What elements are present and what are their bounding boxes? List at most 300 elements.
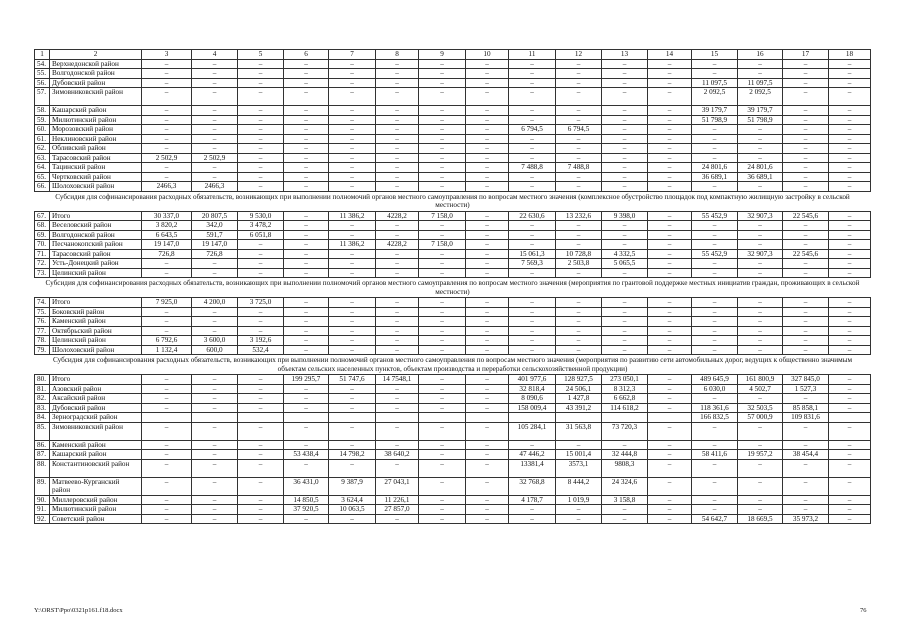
value-cell: –	[142, 450, 192, 460]
value-cell: 2 503,8	[556, 259, 602, 269]
value-cell: –	[692, 336, 738, 346]
value-cell: 58 411,6	[692, 450, 738, 460]
value-cell: –	[142, 88, 192, 106]
value-cell: 5 065,5	[602, 259, 648, 269]
value-cell: –	[284, 440, 329, 450]
value-cell: –	[509, 221, 556, 231]
value-cell: –	[556, 440, 602, 450]
value-cell: –	[284, 345, 329, 355]
table-row	[35, 514, 871, 524]
value-cell: –	[783, 163, 829, 173]
row-number: 68.	[35, 221, 50, 231]
column-number: 3	[142, 50, 192, 60]
value-cell: –	[419, 221, 466, 231]
table-row	[35, 336, 871, 346]
value-cell: –	[419, 450, 466, 460]
value-cell: 47 446,2	[509, 450, 556, 460]
value-cell: –	[466, 88, 509, 106]
value-cell: 32 818,4	[509, 384, 556, 394]
value-cell: 15 001,4	[556, 450, 602, 460]
value-cell: –	[602, 336, 648, 346]
row-number: 89.	[35, 477, 50, 495]
value-cell: –	[419, 144, 466, 154]
value-cell: –	[192, 450, 238, 460]
value-cell: –	[376, 298, 419, 308]
value-cell	[556, 413, 602, 423]
value-cell: –	[466, 422, 509, 440]
value-cell: –	[648, 345, 692, 355]
section-heading: Субсидия для софинансирования расходных обязательств, возникающих при выполнении полномочий органов местного самоуправления по вопросам местного значения (комплексное обустройство площадок под компактную жилищную застройку в сельской местности)	[55, 192, 850, 209]
value-cell: 1 132,4	[142, 345, 192, 355]
value-cell: 128 927,5	[556, 375, 602, 385]
value-cell: –	[329, 514, 376, 524]
value-cell: –	[783, 144, 829, 154]
value-cell: 726,8	[192, 249, 238, 259]
district-name: Каменский район	[50, 440, 142, 450]
value-cell: –	[419, 394, 466, 404]
value-cell: –	[142, 59, 192, 69]
value-cell: –	[284, 422, 329, 440]
value-cell: –	[466, 172, 509, 182]
value-cell: –	[692, 221, 738, 231]
value-cell: 32 907,3	[738, 211, 783, 221]
value-cell: –	[192, 307, 238, 317]
value-cell: –	[829, 495, 871, 505]
district-name: Зимовниковский район	[50, 88, 142, 106]
value-cell: –	[829, 505, 871, 515]
value-cell: –	[142, 134, 192, 144]
value-cell: –	[466, 153, 509, 163]
value-cell: –	[692, 326, 738, 336]
row-number: 72.	[35, 259, 50, 269]
value-cell: 4 178,7	[509, 495, 556, 505]
district-name: Шолоховский район	[50, 182, 142, 192]
value-cell: –	[738, 125, 783, 135]
value-cell: –	[466, 115, 509, 125]
value-cell: 22 630,6	[509, 211, 556, 221]
value-cell: –	[829, 249, 871, 259]
table-row	[35, 182, 871, 192]
district-name: Милютинский район	[50, 505, 142, 515]
value-cell: –	[142, 505, 192, 515]
value-cell: –	[829, 440, 871, 450]
value-cell: –	[738, 230, 783, 240]
value-cell: –	[238, 317, 284, 327]
value-cell: –	[783, 106, 829, 116]
table-row	[35, 495, 871, 505]
value-cell: –	[466, 230, 509, 240]
value-cell: –	[602, 59, 648, 69]
value-cell: –	[692, 422, 738, 440]
row-number: 64.	[35, 163, 50, 173]
value-cell: –	[602, 307, 648, 317]
value-cell: –	[142, 459, 192, 477]
value-cell: –	[692, 459, 738, 477]
value-cell: –	[419, 259, 466, 269]
value-cell: –	[284, 153, 329, 163]
value-cell: 11 226,1	[376, 495, 419, 505]
value-cell: –	[509, 115, 556, 125]
value-cell: 14 798,2	[329, 450, 376, 460]
district-name: Итого	[50, 211, 142, 221]
value-cell: –	[142, 69, 192, 79]
value-cell: –	[556, 230, 602, 240]
value-cell: –	[602, 172, 648, 182]
column-number: 18	[829, 50, 871, 60]
value-cell: –	[738, 477, 783, 495]
value-cell: –	[829, 211, 871, 221]
value-cell: –	[556, 182, 602, 192]
value-cell: –	[466, 440, 509, 450]
value-cell: –	[238, 78, 284, 88]
column-number: 1	[35, 50, 50, 60]
value-cell: –	[648, 326, 692, 336]
value-cell: –	[692, 144, 738, 154]
value-cell: –	[284, 394, 329, 404]
value-cell	[509, 413, 556, 423]
value-cell: 3 478,2	[238, 221, 284, 231]
value-cell: –	[692, 69, 738, 79]
table-row	[35, 403, 871, 413]
value-cell: –	[509, 134, 556, 144]
value-cell: –	[142, 307, 192, 317]
value-cell: –	[466, 211, 509, 221]
value-cell: 39 179,7	[692, 106, 738, 116]
value-cell: 4228,2	[376, 211, 419, 221]
district-name: Тарасовский район	[50, 249, 142, 259]
value-cell: –	[284, 163, 329, 173]
value-cell: 53 438,4	[284, 450, 329, 460]
value-cell: –	[602, 317, 648, 327]
district-name: Итого	[50, 375, 142, 385]
value-cell: –	[509, 345, 556, 355]
value-cell: –	[829, 450, 871, 460]
district-name: Целинский район	[50, 268, 142, 278]
value-cell: –	[738, 69, 783, 79]
column-number: 7	[329, 50, 376, 60]
document-path: Y:\ORST\Ppo\0321p161.f18.docx	[34, 607, 123, 614]
value-cell: –	[284, 384, 329, 394]
value-cell: –	[738, 336, 783, 346]
value-cell: –	[142, 106, 192, 116]
value-cell: –	[142, 125, 192, 135]
value-cell: –	[648, 307, 692, 317]
value-cell: 22 545,6	[783, 211, 829, 221]
table-row	[35, 505, 871, 515]
value-cell: –	[556, 144, 602, 154]
value-cell: –	[142, 422, 192, 440]
table-row	[35, 59, 871, 69]
value-cell: –	[329, 259, 376, 269]
value-cell: –	[509, 307, 556, 317]
value-cell: –	[556, 345, 602, 355]
value-cell: –	[829, 259, 871, 269]
value-cell: –	[466, 375, 509, 385]
value-cell: –	[238, 249, 284, 259]
value-cell: –	[829, 182, 871, 192]
value-cell: –	[466, 403, 509, 413]
value-cell: 2466,3	[142, 182, 192, 192]
value-cell: –	[192, 163, 238, 173]
table-row	[35, 307, 871, 317]
value-cell: –	[738, 153, 783, 163]
value-cell	[602, 413, 648, 423]
value-cell: 11 386,2	[329, 240, 376, 250]
value-cell: –	[783, 172, 829, 182]
value-cell: –	[648, 403, 692, 413]
value-cell: –	[738, 240, 783, 250]
value-cell: –	[329, 78, 376, 88]
value-cell: 4228,2	[376, 240, 419, 250]
value-cell: –	[192, 69, 238, 79]
table-row	[35, 240, 871, 250]
value-cell: –	[376, 115, 419, 125]
value-cell: –	[329, 384, 376, 394]
value-cell: –	[238, 144, 284, 154]
value-cell: 7 488,8	[556, 163, 602, 173]
value-cell: –	[783, 345, 829, 355]
table-row	[35, 422, 871, 440]
row-number: 83.	[35, 403, 50, 413]
value-cell: –	[556, 78, 602, 88]
value-cell: –	[238, 505, 284, 515]
value-cell: –	[238, 459, 284, 477]
value-cell: –	[238, 375, 284, 385]
value-cell: –	[556, 115, 602, 125]
value-cell: –	[829, 230, 871, 240]
value-cell: –	[142, 514, 192, 524]
value-cell: –	[466, 221, 509, 231]
value-cell: –	[419, 477, 466, 495]
value-cell: –	[509, 153, 556, 163]
value-cell: –	[238, 440, 284, 450]
value-cell: 14 850,5	[284, 495, 329, 505]
value-cell: –	[783, 495, 829, 505]
value-cell: 9 387,9	[329, 477, 376, 495]
value-cell: –	[602, 125, 648, 135]
value-cell: 161 800,9	[738, 375, 783, 385]
value-cell: 73 720,3	[602, 422, 648, 440]
column-number: 4	[192, 50, 238, 60]
district-name: Обливский район	[50, 144, 142, 154]
value-cell: –	[329, 106, 376, 116]
subsidy-table	[34, 49, 871, 524]
value-cell: –	[376, 384, 419, 394]
value-cell: –	[783, 298, 829, 308]
value-cell: 19 957,2	[738, 450, 783, 460]
value-cell: –	[648, 459, 692, 477]
value-cell: –	[238, 514, 284, 524]
value-cell: –	[142, 78, 192, 88]
value-cell: –	[829, 307, 871, 317]
value-cell: –	[376, 78, 419, 88]
value-cell: –	[648, 172, 692, 182]
value-cell: –	[238, 495, 284, 505]
value-cell: –	[648, 422, 692, 440]
value-cell: –	[466, 163, 509, 173]
value-cell: –	[738, 134, 783, 144]
value-cell: –	[602, 268, 648, 278]
table-row	[35, 326, 871, 336]
value-cell: –	[783, 505, 829, 515]
table-row	[35, 144, 871, 154]
value-cell: –	[829, 59, 871, 69]
value-cell: –	[284, 249, 329, 259]
value-cell: –	[192, 125, 238, 135]
value-cell: –	[238, 106, 284, 116]
value-cell: –	[829, 78, 871, 88]
value-cell: –	[192, 144, 238, 154]
value-cell: –	[692, 230, 738, 240]
value-cell: 489 645,9	[692, 375, 738, 385]
value-cell: –	[284, 211, 329, 221]
value-cell: –	[192, 514, 238, 524]
value-cell: –	[783, 59, 829, 69]
value-cell: –	[419, 307, 466, 317]
value-cell: –	[376, 459, 419, 477]
value-cell: 38 640,2	[376, 450, 419, 460]
value-cell: –	[509, 298, 556, 308]
value-cell: 114 618,2	[602, 403, 648, 413]
value-cell: –	[238, 422, 284, 440]
row-number: 77.	[35, 326, 50, 336]
value-cell	[142, 413, 192, 423]
value-cell: –	[419, 440, 466, 450]
column-number: 17	[783, 50, 829, 60]
value-cell: –	[602, 440, 648, 450]
district-name: Милютинский район	[50, 115, 142, 125]
value-cell: –	[783, 307, 829, 317]
value-cell: –	[509, 78, 556, 88]
district-name: Кашарский район	[50, 450, 142, 460]
value-cell: –	[466, 384, 509, 394]
value-cell: –	[829, 240, 871, 250]
table-row	[35, 317, 871, 327]
value-cell: –	[284, 230, 329, 240]
value-cell: –	[783, 422, 829, 440]
value-cell: –	[692, 505, 738, 515]
value-cell: –	[419, 172, 466, 182]
value-cell: 3573,1	[556, 459, 602, 477]
table-row	[35, 125, 871, 135]
value-cell: –	[284, 268, 329, 278]
value-cell: –	[648, 440, 692, 450]
value-cell: –	[284, 78, 329, 88]
value-cell: –	[466, 259, 509, 269]
district-name: Дубовский район	[50, 78, 142, 88]
value-cell: –	[692, 268, 738, 278]
value-cell: –	[419, 125, 466, 135]
value-cell: –	[783, 477, 829, 495]
row-number: 62.	[35, 144, 50, 154]
value-cell: –	[376, 172, 419, 182]
value-cell: –	[466, 78, 509, 88]
value-cell: –	[192, 403, 238, 413]
value-cell: 31 563,8	[556, 422, 602, 440]
value-cell: –	[829, 125, 871, 135]
value-cell: –	[648, 477, 692, 495]
value-cell: –	[783, 88, 829, 106]
value-cell: –	[783, 115, 829, 125]
value-cell: –	[556, 88, 602, 106]
value-cell: 3 600,0	[192, 336, 238, 346]
value-cell: –	[238, 259, 284, 269]
value-cell: –	[376, 106, 419, 116]
value-cell: 55 452,9	[692, 211, 738, 221]
value-cell: 9 530,0	[238, 211, 284, 221]
column-number-row	[35, 50, 871, 60]
value-cell: –	[829, 163, 871, 173]
value-cell: –	[648, 153, 692, 163]
value-cell: –	[738, 317, 783, 327]
value-cell: –	[509, 505, 556, 515]
value-cell: –	[648, 78, 692, 88]
value-cell	[648, 413, 692, 423]
value-cell: –	[192, 88, 238, 106]
value-cell: –	[692, 495, 738, 505]
value-cell: 600,0	[192, 345, 238, 355]
table-row	[35, 259, 871, 269]
value-cell: 1 019,9	[556, 495, 602, 505]
row-number: 82.	[35, 394, 50, 404]
row-number: 92.	[35, 514, 50, 524]
value-cell: –	[692, 125, 738, 135]
value-cell: –	[466, 307, 509, 317]
row-number: 85.	[35, 422, 50, 440]
value-cell: –	[738, 495, 783, 505]
district-name: Волгодонской район	[50, 230, 142, 240]
table-row	[35, 106, 871, 116]
district-name: Тацинский район	[50, 163, 142, 173]
column-number: 14	[648, 50, 692, 60]
value-cell: –	[648, 450, 692, 460]
value-cell: 13381,4	[509, 459, 556, 477]
value-cell: –	[602, 221, 648, 231]
value-cell: –	[192, 259, 238, 269]
value-cell: –	[692, 298, 738, 308]
value-cell: –	[466, 134, 509, 144]
value-cell: –	[738, 459, 783, 477]
district-name: Аксайский район	[50, 394, 142, 404]
value-cell: –	[602, 88, 648, 106]
value-cell: –	[329, 144, 376, 154]
value-cell: 24 801,6	[692, 163, 738, 173]
value-cell: –	[238, 240, 284, 250]
value-cell: 18 669,5	[738, 514, 783, 524]
value-cell: –	[284, 307, 329, 317]
value-cell: –	[419, 298, 466, 308]
row-number: 71.	[35, 249, 50, 259]
table-row	[35, 440, 871, 450]
value-cell: –	[602, 144, 648, 154]
value-cell: –	[648, 69, 692, 79]
value-cell: –	[329, 459, 376, 477]
section-heading: Субсидия для софинансирования расходных обязательств, возникающих при выполнении полномочий органов местного самоуправления по вопросам местного значения (мероприятия по грантовой поддержке местных инициатив граждан, проживающих в сельской местности)	[45, 279, 860, 296]
value-cell: –	[556, 69, 602, 79]
value-cell: –	[829, 298, 871, 308]
value-cell: –	[419, 78, 466, 88]
value-cell: –	[783, 153, 829, 163]
value-cell: 6 662,8	[602, 394, 648, 404]
value-cell: –	[192, 326, 238, 336]
value-cell: 32 907,3	[738, 249, 783, 259]
value-cell: –	[284, 134, 329, 144]
district-name: Миллеровский район	[50, 495, 142, 505]
value-cell: –	[648, 182, 692, 192]
value-cell: 85 858,1	[783, 403, 829, 413]
value-cell: –	[192, 495, 238, 505]
value-cell: –	[238, 163, 284, 173]
